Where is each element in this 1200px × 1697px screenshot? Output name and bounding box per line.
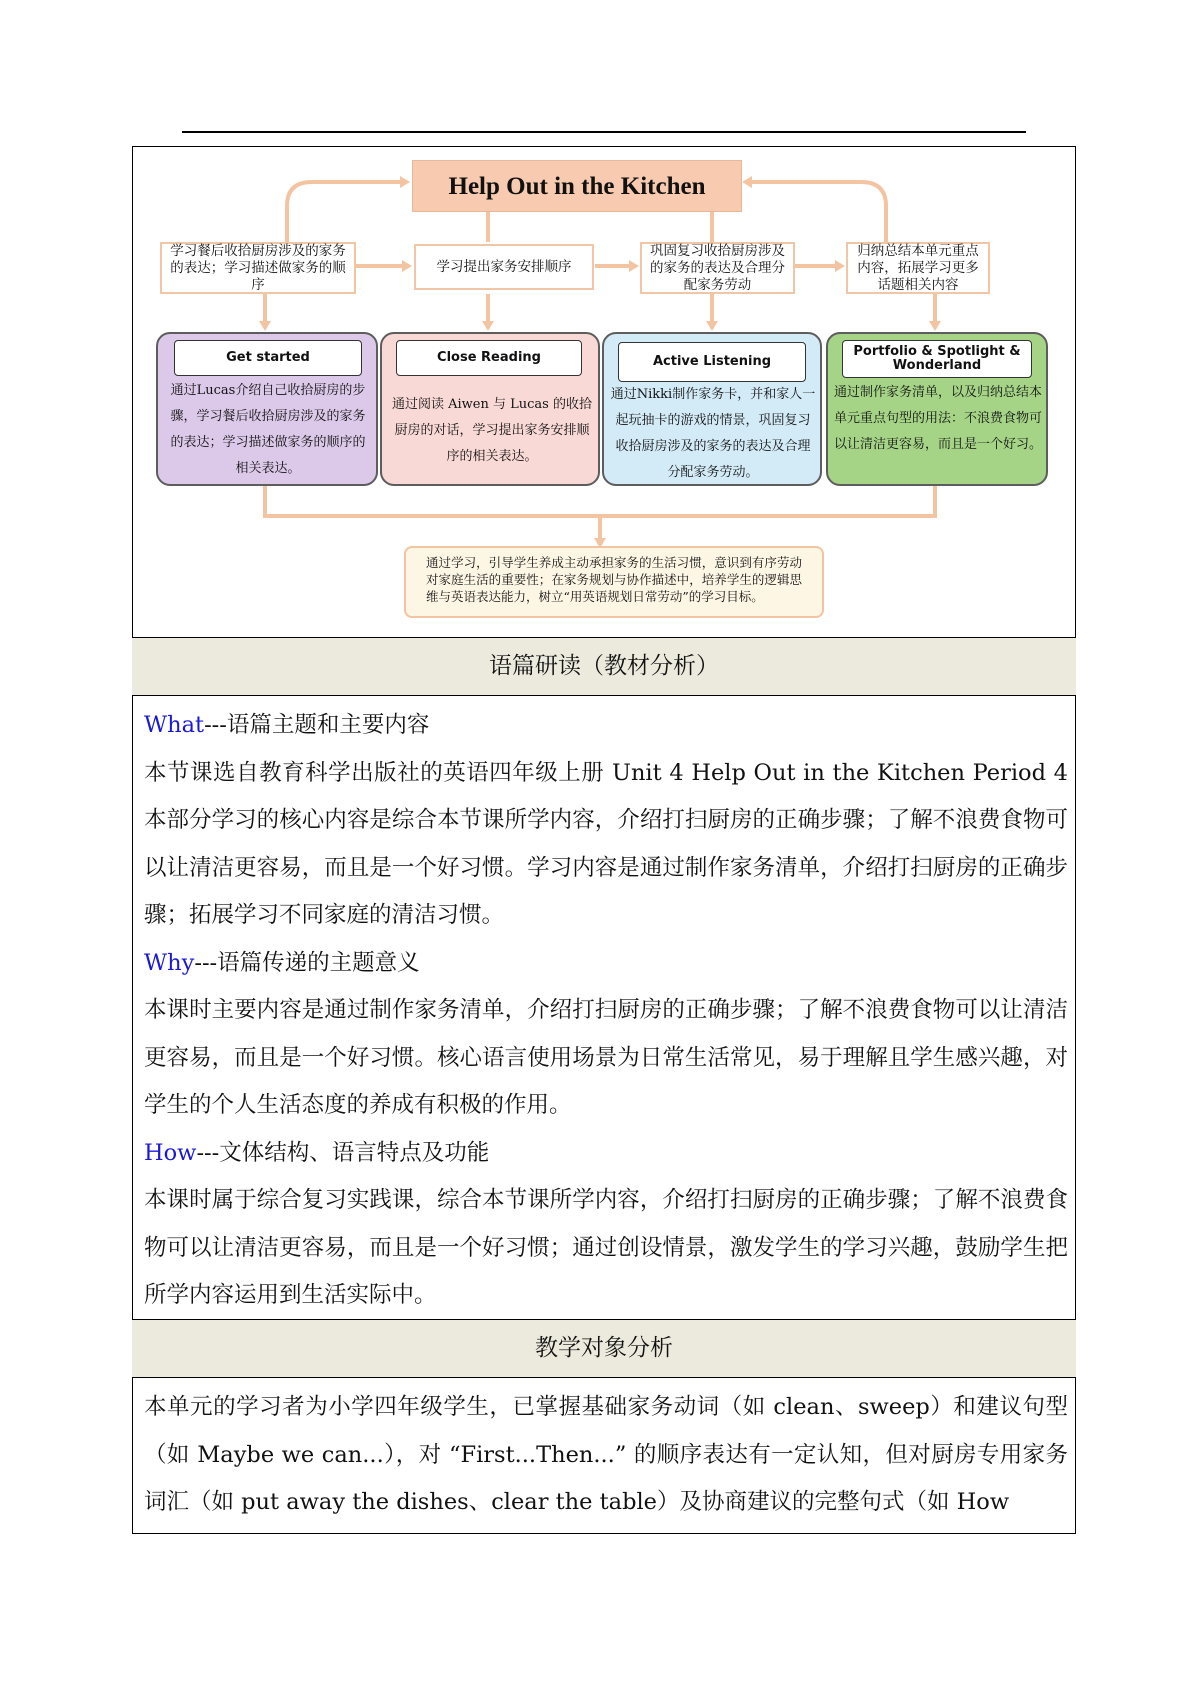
- text-analysis-content: [144, 702, 1068, 1320]
- card-close-reading-text: 通过阅读 Aiwen 与 Lucas 的收拾厨房的对话，学习提出家务安排顺序的相关表达。: [392, 397, 592, 464]
- step-box-3: [640, 242, 795, 294]
- learner-analysis-content: [144, 1384, 1068, 1530]
- step-box-1-text: 学习餐后收拾厨房涉及的家务的表达；学习描述做家务的顺序: [170, 242, 346, 293]
- learner-paragraph: 本单元的学习者为小学四年级学生，已掌握基础家务动词（如 clean、sweep）和建议句型（如 Maybe we can...），对 “First...Then...” 的顺序表达有一定认知，但对厨房专用家务词汇（如 put away the dishes、clear the table）及协商建议的完整句式（如 How: [144, 1394, 1068, 1515]
- how-heading: [144, 1130, 1068, 1178]
- card-portfolio: [826, 332, 1048, 486]
- card-active-listening-text: 通过Nikki制作家务卡，并和家人一起玩抽卡的游戏的情景，巩固复习收拾厨房涉及的家务的表达及合理分配家务劳动。: [610, 387, 816, 480]
- what-label: What: [144, 712, 205, 738]
- card-close-reading-title: Close Reading: [396, 340, 582, 376]
- unit-structure-diagram: [132, 146, 1076, 637]
- card-get-started: [156, 332, 378, 486]
- loop-right-connector: [752, 182, 886, 242]
- how-label: How: [144, 1139, 197, 1166]
- how-title: ---文体结构、语言特点及功能: [196, 1139, 490, 1166]
- goal-text: 通过学习，引导学生养成主动承担家务的生活习惯，意识到有序劳动对家庭生活的重要性；在家务规划与协作描述中，培养学生的逻辑思维与英语表达能力，树立“用英语规划日常劳动”的学习目标。: [426, 555, 802, 604]
- step-box-3-text: 巩固复习收拾厨房涉及的家务的表达及合理分配家务劳动: [650, 242, 785, 293]
- loop-left-connector: [287, 182, 400, 242]
- card-close-reading: [380, 332, 600, 486]
- step-box-2-text: 学习提出家务安排顺序: [436, 258, 572, 275]
- section-header-text-analysis: [132, 637, 1076, 696]
- step-box-4: [846, 242, 990, 294]
- why-title: ---语篇传递的主题意义: [194, 949, 420, 976]
- page-top-rule: [182, 131, 1026, 133]
- section-header-text-analysis-label: 语篇研读（教材分析）: [489, 653, 719, 679]
- why-paragraph: 本课时主要内容是通过制作家务清单，介绍打扫厨房的正确步骤；了解不浪费食物可以让清洁更容易，而且是一个好习惯。核心语言使用场景为日常生活常见，易于理解且学生感兴趣，对学生的个人生活态度的养成有积极的作用。: [144, 997, 1068, 1118]
- step-box-1: [160, 242, 356, 294]
- card-portfolio-text: 通过制作家务清单，以及归纳总结本单元重点句型的用法：不浪费食物可以让清洁更容易，而且是一个好习。: [834, 385, 1043, 452]
- section-header-learner-analysis-label: 教学对象分析: [535, 1335, 673, 1361]
- how-paragraph: 本课时属于综合复习实践课，综合本节课所学内容，介绍打扫厨房的正确步骤；了解不浪费食物可以让清洁更容易，而且是一个好习惯；通过创设情景，激发学生的学习兴趣，鼓励学生把所学内容运用到生活实际中。: [144, 1187, 1068, 1308]
- step-box-2: [414, 244, 594, 290]
- why-label: Why: [144, 949, 195, 976]
- why-heading: [144, 940, 1068, 988]
- card-get-started-text: 通过Lucas介绍自己收拾厨房的步骤，学习餐后收拾厨房涉及的家务的表达；学习描述做家务的顺序的相关表达。: [170, 383, 366, 476]
- card-get-started-title: Get started: [174, 340, 362, 376]
- what-title: ---语篇主题和主要内容: [204, 712, 430, 738]
- what-paragraph: 本节课选自教育科学出版社的英语四年级上册 Unit 4 Help Out in the Kitchen Period 4 本部分学习的核心内容是综合本节课所学内容，介绍打扫厨房的正确步骤；了解不浪费食物可以让清洁更容易，而且是一个好习惯。学习内容是通过制作家务清单，介绍打扫厨房的正确步骤；拓展学习不同家庭的清洁习惯。: [144, 759, 1068, 928]
- diagram-title: Help Out in the Kitchen: [412, 160, 742, 212]
- bottom-bracket: [265, 486, 935, 516]
- what-heading: [144, 702, 1068, 750]
- goal-box: [404, 546, 824, 618]
- card-active-listening: [602, 332, 822, 486]
- step-box-4-text: 归纳总结本单元重点内容，拓展学习更多话题相关内容: [857, 242, 979, 293]
- card-portfolio-title: Portfolio & Spotlight & Wonderland: [842, 340, 1032, 378]
- card-active-listening-title: Active Listening: [618, 342, 806, 382]
- section-header-learner-analysis: [132, 1319, 1076, 1378]
